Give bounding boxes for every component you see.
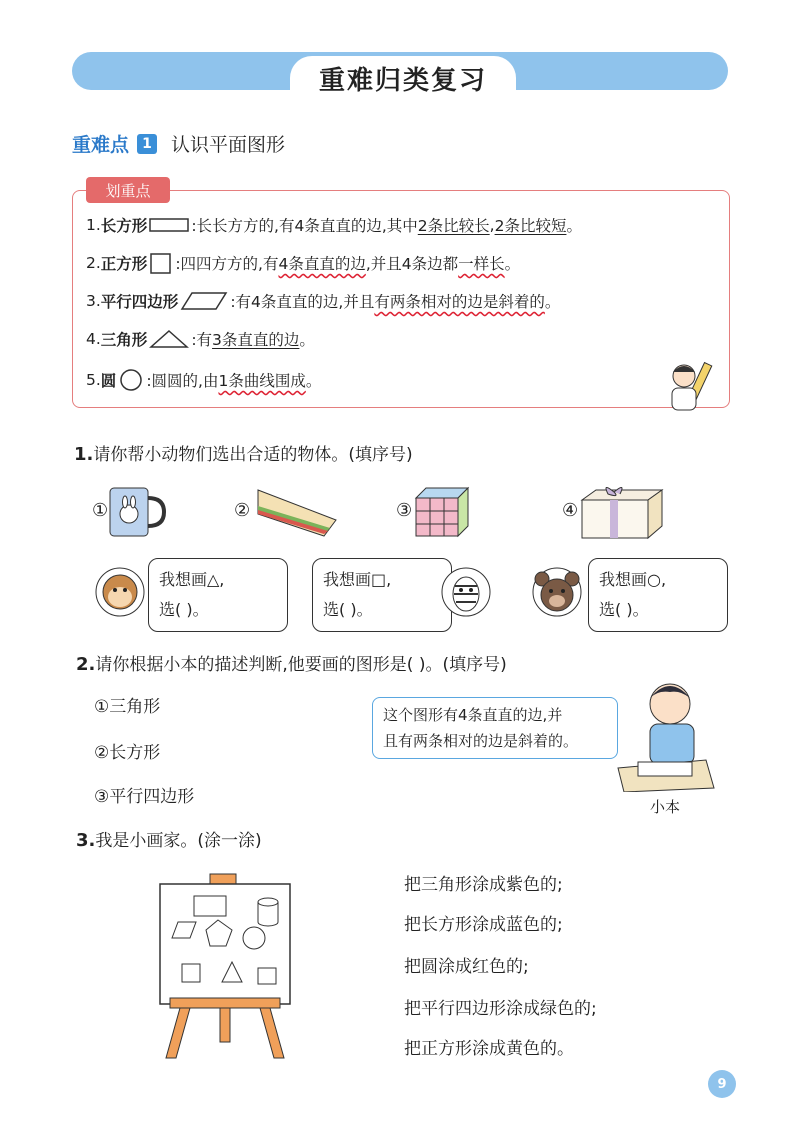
easel-circle-shape[interactable]: [243, 927, 265, 949]
keypoint-index: 5.: [86, 371, 101, 389]
keypoint-text: ,: [489, 216, 495, 234]
keypoint-name: 三角形: [100, 331, 148, 349]
bubble-answer: 选( )。: [599, 600, 649, 619]
monkey-icon: [94, 566, 146, 618]
section-heading: [72, 130, 285, 157]
instruction-parallelogram: 把平行四边形涂成绿色的;: [404, 999, 597, 1019]
key-points-label: 划重点: [86, 177, 170, 203]
option-parallelogram: ③平行四边形: [94, 787, 195, 807]
cube-icon: [414, 486, 470, 538]
keypoint-underline: 2条比较长: [417, 217, 490, 235]
triangle-icon: [149, 329, 189, 349]
question-number: 3.: [76, 830, 96, 851]
gift-box-icon: [580, 484, 664, 540]
question-3: [76, 826, 262, 851]
keypoint-text: 。: [299, 331, 315, 349]
keypoint-index: 3.: [86, 292, 101, 310]
easel-board: [150, 872, 300, 1062]
easel-rectangle-shape[interactable]: [194, 896, 226, 916]
instruction-triangle: 把三角形涂成紫色的;: [404, 875, 563, 895]
keypoint-circle: [86, 368, 321, 392]
keypoint-name: 正方形: [100, 255, 148, 273]
header-title-tab: [290, 56, 516, 100]
keypoint-index: 4.: [86, 330, 101, 348]
page-number: 9: [708, 1070, 736, 1098]
keypoint-parallelogram: [86, 290, 560, 312]
question-number: 2.: [76, 654, 96, 675]
bubble-text: 我想画□,: [323, 570, 392, 589]
keypoint-text: :有4条直直的边,并且: [230, 293, 375, 311]
keypoint-rectangle: [86, 214, 582, 236]
item-label: ①: [92, 500, 109, 521]
question-2: [76, 650, 507, 675]
keypoint-name: 长方形: [100, 217, 148, 235]
xiaoben-name-label: 小本: [650, 798, 681, 816]
xiaoben-speech-bubble: [372, 697, 618, 759]
question-text: 我是小画家。(涂一涂): [95, 831, 262, 851]
circle-icon: [118, 368, 144, 392]
bear-icon: [530, 566, 584, 618]
keypoint-text: :四四方方的,有: [175, 255, 279, 273]
instruction-square: 把正方形涂成黄色的。: [404, 1039, 574, 1059]
keypoint-text: 。: [305, 372, 322, 390]
instruction-circle: 把圆涂成红色的;: [404, 957, 529, 977]
keypoint-name: 平行四边形: [100, 293, 179, 311]
section-number: 1: [137, 134, 157, 154]
bubble-answer: 选( )。: [159, 600, 209, 619]
keypoint-name: 圆: [100, 372, 117, 390]
item-label: ④: [562, 500, 579, 521]
option-rectangle: ②长方形: [94, 743, 161, 763]
keypoint-index: 1.: [86, 216, 101, 234]
keypoint-underline: 2条比较短: [494, 217, 567, 235]
speech-bubble-circle: [588, 558, 728, 632]
keypoint-index: 2.: [86, 254, 101, 272]
bubble-text: 我想画△,: [159, 570, 225, 589]
keypoint-underline: 3条直直的边: [212, 331, 300, 349]
question-1: [74, 440, 413, 465]
zebra-icon: [440, 566, 492, 618]
keypoint-wavy: 4条直直的边: [278, 255, 366, 273]
section-tag: 重难点: [72, 134, 130, 156]
bubble-text: 我想画○,: [599, 570, 667, 589]
easel-square-shape[interactable]: [182, 964, 200, 982]
keypoint-square: [86, 252, 520, 274]
keypoint-wavy: 一样长: [458, 255, 505, 273]
xiaoben-boy-icon: [614, 676, 716, 792]
speech-bubble-triangle: [148, 558, 288, 632]
square-icon: [149, 252, 173, 274]
parallelogram-icon: [180, 291, 228, 311]
keypoint-text: :圆圆的,由: [146, 372, 219, 390]
rectangle-icon: [149, 216, 189, 234]
easel-small-square-shape[interactable]: [258, 968, 276, 984]
bubble-answer: 选( )。: [323, 600, 373, 619]
question-text: 请你帮小动物们选出合适的物体。(填序号): [93, 445, 413, 465]
sandwich-icon: [254, 484, 340, 538]
speech-bubble-square: [312, 558, 452, 632]
question-number: 1.: [74, 444, 94, 465]
keypoint-text: 。: [544, 293, 561, 311]
item-label: ③: [396, 500, 413, 521]
option-triangle: ①三角形: [94, 697, 161, 717]
question-text: 请你根据小本的描述判断,他要画的图形是( )。(填序号): [95, 655, 507, 675]
item-label: ②: [234, 500, 251, 521]
keypoint-wavy: 1条曲线围成: [218, 372, 306, 390]
speech-text: 这个图形有4条直直的边,并: [383, 706, 563, 724]
speech-text: 且有两条相对的边是斜着的。: [383, 732, 579, 750]
keypoint-triangle: [86, 328, 315, 350]
instruction-rectangle: 把长方形涂成蓝色的;: [404, 915, 563, 935]
boy-with-pencil-icon: [664, 358, 720, 416]
page-title: 重难归类复习: [318, 65, 487, 96]
section-title: 认识平面图形: [171, 134, 286, 156]
keypoint-text: :有: [191, 331, 213, 349]
keypoint-text: 。: [566, 217, 582, 235]
keypoint-text: :长长方方的,有4条直直的边,其中: [191, 217, 418, 235]
keypoint-wavy: 有两条相对的边是斜着的: [374, 293, 545, 311]
mug-icon: [108, 484, 166, 540]
keypoint-text: ,并且4条边都: [365, 255, 459, 273]
keypoint-text: 。: [504, 255, 521, 273]
